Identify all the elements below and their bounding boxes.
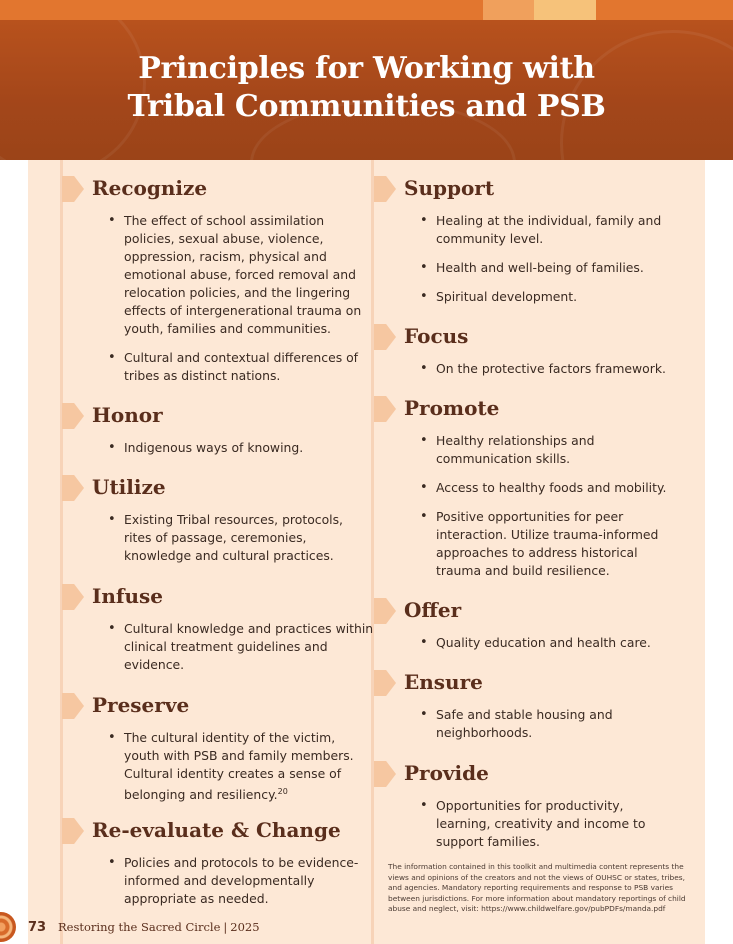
publication-title — [58, 920, 260, 934]
bullet-list — [418, 212, 680, 317]
section-heading: Infuse — [92, 584, 164, 608]
page-number: 73 — [28, 920, 47, 935]
section-marker-icon — [62, 176, 84, 202]
section-heading: Support — [404, 176, 495, 200]
top-band-segment — [483, 0, 534, 20]
bullet-list — [106, 439, 374, 468]
page-header — [0, 20, 733, 160]
section-marker-icon — [62, 818, 84, 844]
top-color-band — [0, 0, 733, 20]
section-marker-icon — [374, 176, 396, 202]
bullet-list — [418, 797, 680, 862]
disclaimer-footnote: The information contained in this toolkit and multimedia content represents the views and opinions of the creators and not the views of OUHSC or states, tribes, and agencies. Mandatory reporting requirements and response to PSB varies between jurisdictions. For more information about mandatory reportings of child abuse and neglect, visit: https://www.childwelfare.gov/pubPDFs/manda.pdf — [388, 862, 686, 913]
principles-panel — [28, 160, 705, 944]
list-item: • Quality education and health care. — [418, 634, 680, 652]
footnote-reference: 20 — [277, 787, 288, 796]
list-item: • The effect of school assimilation policies, sexual abuse, violence, oppression, racism, physical and emotional abuse, forced removal and relocation policies, and the lingering effects of intergenerational trauma on youth, families and communities. — [106, 212, 374, 338]
bullet-list — [418, 360, 680, 389]
bullet-list — [418, 432, 680, 591]
bullet-list — [106, 511, 374, 576]
list-item: • Opportunities for productivity, learning, creativity and income to support families. — [418, 797, 680, 851]
top-band-segment — [534, 0, 596, 20]
page-title-line1: Principles for Working with — [138, 51, 595, 86]
section-heading: Focus — [404, 324, 469, 348]
list-item: • Existing Tribal resources, protocols, rites of passage, ceremonies, knowledge and cultural practices. — [106, 511, 374, 565]
list-item: • Indigenous ways of knowing. — [106, 439, 374, 457]
list-item: • Spiritual development. — [418, 288, 680, 306]
list-item: • Safe and stable housing and neighborhoods. — [418, 706, 680, 742]
bullet-list — [106, 729, 374, 815]
bullet-list — [106, 620, 374, 685]
section-heading: Ensure — [404, 670, 483, 694]
section-marker-icon — [374, 396, 396, 422]
publication-year: 2025 — [230, 920, 260, 934]
bullet-list — [106, 854, 374, 919]
page-title-line2: Tribal Communities and PSB — [127, 89, 606, 124]
top-band-segment — [596, 0, 733, 20]
top-band-segment — [0, 0, 483, 20]
page-footer — [0, 912, 360, 944]
section-heading: Honor — [92, 403, 163, 427]
bullet-list — [418, 634, 680, 663]
title-separator: | — [223, 920, 228, 934]
section-marker-icon — [62, 475, 84, 501]
bullet-list — [418, 706, 680, 753]
section-heading: Recognize — [92, 176, 208, 200]
section-heading: Utilize — [92, 475, 166, 499]
section-heading: Provide — [404, 761, 489, 785]
list-item: • Health and well-being of families. — [418, 259, 680, 277]
section-marker-icon — [374, 324, 396, 350]
list-item: • Positive opportunities for peer interaction. Utilize trauma-informed approaches to address historical trauma and build resilience. — [418, 508, 680, 580]
section-marker-icon — [62, 693, 84, 719]
list-item: • Healthy relationships and communication skills. — [418, 432, 680, 468]
list-item — [106, 729, 374, 804]
list-item: • Access to healthy foods and mobility. — [418, 479, 680, 497]
list-item: • Cultural and contextual differences of tribes as distinct nations. — [106, 349, 374, 385]
list-item: • Cultural knowledge and practices within clinical treatment guidelines and evidence. — [106, 620, 374, 674]
publication-name: Restoring the Sacred Circle — [58, 920, 221, 934]
section-marker-icon — [62, 584, 84, 610]
list-item: • On the protective factors framework. — [418, 360, 680, 378]
bullet-list — [106, 212, 374, 396]
section-marker-icon — [62, 403, 84, 429]
list-item-text: The cultural identity of the victim, youth with PSB and family members. Cultural identity creates a sense of belonging and resiliency. — [124, 730, 354, 803]
seal-icon — [0, 912, 16, 942]
section-marker-icon — [374, 670, 396, 696]
section-heading: Re-evaluate & Change — [92, 818, 341, 842]
section-heading: Promote — [404, 396, 500, 420]
list-item: • Policies and protocols to be evidence-informed and developmentally appropriate as needed. — [106, 854, 374, 908]
section-heading: Preserve — [92, 693, 190, 717]
list-item: • Healing at the individual, family and community level. — [418, 212, 680, 248]
section-marker-icon — [374, 598, 396, 624]
page-title — [0, 50, 733, 126]
section-marker-icon — [374, 761, 396, 787]
section-heading: Offer — [404, 598, 462, 622]
